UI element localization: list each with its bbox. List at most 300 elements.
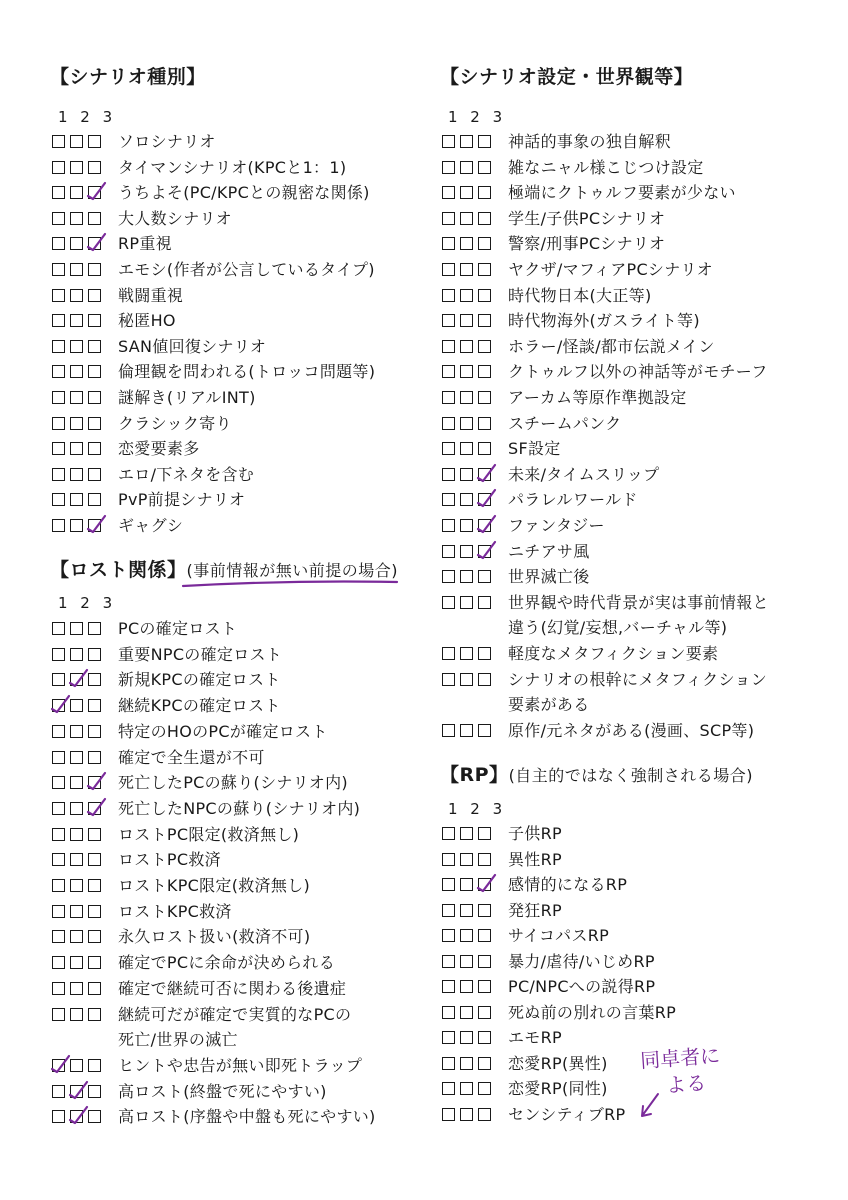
checkbox-3[interactable] bbox=[478, 724, 491, 737]
checkbox-3[interactable] bbox=[88, 725, 101, 738]
checkbox-1[interactable] bbox=[442, 314, 455, 327]
checkbox-2[interactable] bbox=[460, 314, 473, 327]
section-title bbox=[50, 62, 206, 89]
checkbox-3[interactable] bbox=[88, 648, 101, 661]
checklist-row bbox=[440, 924, 830, 950]
checkbox-2[interactable] bbox=[70, 699, 83, 712]
checkbox-group bbox=[442, 827, 496, 843]
checkbox-2[interactable] bbox=[70, 391, 83, 404]
checkbox-group bbox=[52, 622, 106, 638]
checkbox-2[interactable] bbox=[460, 724, 473, 737]
section-title bbox=[440, 62, 693, 89]
checkbox-group bbox=[52, 1008, 106, 1024]
checkbox-1[interactable] bbox=[52, 673, 65, 686]
checkbox-3[interactable] bbox=[478, 596, 491, 609]
checkbox-group bbox=[52, 776, 106, 792]
checkbox-3[interactable] bbox=[478, 673, 491, 686]
checkbox-3[interactable] bbox=[88, 468, 101, 481]
checkbox-group bbox=[442, 212, 496, 228]
checkbox-3[interactable] bbox=[88, 1059, 101, 1072]
checkbox-3[interactable] bbox=[88, 263, 101, 276]
checkbox-1[interactable] bbox=[52, 237, 65, 250]
checkbox-1[interactable] bbox=[52, 493, 65, 506]
handwritten-underline bbox=[181, 576, 401, 590]
checklist-item-label: 未来/タイムスリップ bbox=[508, 464, 660, 484]
checkbox-group bbox=[52, 493, 106, 509]
checkbox-1[interactable] bbox=[442, 237, 455, 250]
checkbox-3[interactable] bbox=[88, 442, 101, 455]
checkbox-1[interactable] bbox=[442, 878, 455, 891]
checkbox-1[interactable] bbox=[52, 751, 65, 764]
check-mark-icon bbox=[475, 487, 497, 509]
checkbox-2[interactable] bbox=[70, 905, 83, 918]
checklist-row bbox=[50, 309, 440, 335]
checkbox-3[interactable] bbox=[88, 751, 101, 764]
checklist-row bbox=[50, 977, 440, 1003]
checkbox-3[interactable] bbox=[478, 1031, 491, 1044]
checkbox-group bbox=[52, 468, 106, 484]
checkbox-1[interactable] bbox=[52, 879, 65, 892]
checkbox-3[interactable] bbox=[478, 929, 491, 942]
checklist-item-label: エロ/下ネタを含む bbox=[118, 464, 255, 484]
checkbox-1[interactable] bbox=[442, 365, 455, 378]
checkbox-3[interactable] bbox=[478, 904, 491, 917]
checkbox-1[interactable] bbox=[52, 622, 65, 635]
checkbox-1[interactable] bbox=[52, 853, 65, 866]
checkbox-2[interactable] bbox=[460, 237, 473, 250]
checkbox-2[interactable] bbox=[70, 340, 83, 353]
checklist-item-label: 永久ロスト扱い(救済不可) bbox=[118, 927, 311, 947]
checkbox-group bbox=[52, 519, 106, 535]
checkbox-1[interactable] bbox=[52, 1008, 65, 1021]
checklist-row bbox=[440, 899, 830, 925]
checkbox-3[interactable] bbox=[88, 853, 101, 866]
checkbox-group bbox=[442, 135, 496, 151]
check-mark-icon bbox=[85, 231, 107, 253]
checkbox-2[interactable] bbox=[460, 596, 473, 609]
checkbox-3[interactable] bbox=[478, 827, 491, 840]
checkbox-1[interactable] bbox=[52, 828, 65, 841]
checkbox-2[interactable] bbox=[70, 289, 83, 302]
checkbox-2[interactable] bbox=[460, 519, 473, 532]
checkbox-3[interactable] bbox=[88, 879, 101, 892]
checkbox-group bbox=[52, 673, 106, 689]
checkbox-2[interactable] bbox=[70, 365, 83, 378]
checkbox-1[interactable] bbox=[442, 955, 455, 968]
checkbox-1[interactable] bbox=[52, 648, 65, 661]
checkbox-3[interactable] bbox=[88, 622, 101, 635]
checkbox-2[interactable] bbox=[460, 980, 473, 993]
checkbox-3[interactable] bbox=[478, 391, 491, 404]
check-mark-icon bbox=[49, 693, 71, 715]
checkbox-3[interactable] bbox=[478, 570, 491, 583]
checkbox-1[interactable] bbox=[442, 647, 455, 660]
checkbox-2[interactable] bbox=[70, 263, 83, 276]
checkbox-1[interactable] bbox=[52, 365, 65, 378]
checkbox-3[interactable] bbox=[88, 493, 101, 506]
checkbox-3[interactable] bbox=[478, 980, 491, 993]
checkbox-1[interactable] bbox=[442, 186, 455, 199]
checkbox-1[interactable] bbox=[442, 468, 455, 481]
check-mark-icon bbox=[475, 872, 497, 894]
checkbox-3[interactable] bbox=[88, 289, 101, 302]
checkbox-3[interactable] bbox=[88, 982, 101, 995]
checklist-item-label: 特定のHOのPCが確定ロスト bbox=[118, 721, 328, 741]
checklist-item-label: スチームパンク bbox=[508, 413, 622, 433]
checklist-row bbox=[440, 488, 830, 514]
checklist-row bbox=[50, 797, 440, 823]
checklist-row bbox=[50, 694, 440, 720]
checkbox-2[interactable] bbox=[70, 879, 83, 892]
checkbox-2[interactable] bbox=[70, 956, 83, 969]
checkbox-3[interactable] bbox=[88, 391, 101, 404]
checkbox-1[interactable] bbox=[442, 904, 455, 917]
checkbox-3[interactable] bbox=[88, 699, 101, 712]
checklist-item-label-continued: 死亡/世界の滅亡 bbox=[118, 1030, 238, 1050]
checkbox-1[interactable] bbox=[442, 853, 455, 866]
checkbox-3[interactable] bbox=[88, 956, 101, 969]
checkbox-2[interactable] bbox=[70, 982, 83, 995]
checklist-row bbox=[50, 1105, 440, 1131]
checkbox-3[interactable] bbox=[478, 161, 491, 174]
checkbox-3[interactable] bbox=[478, 314, 491, 327]
checklist-row bbox=[440, 822, 830, 848]
checklist-item-label: 死亡したNPCの蘇り(シナリオ内) bbox=[118, 798, 361, 818]
checkbox-2[interactable] bbox=[460, 570, 473, 583]
checkbox-1[interactable] bbox=[442, 212, 455, 225]
checkbox-1[interactable] bbox=[442, 980, 455, 993]
checkbox-group bbox=[442, 1108, 496, 1124]
checkbox-column-numbers: 1 2 3 bbox=[58, 108, 117, 126]
checkbox-3[interactable] bbox=[478, 417, 491, 430]
checkbox-3[interactable] bbox=[88, 365, 101, 378]
check-mark-icon bbox=[475, 513, 497, 535]
checkbox-2[interactable] bbox=[460, 827, 473, 840]
checkbox-3[interactable] bbox=[478, 1082, 491, 1095]
checkbox-1[interactable] bbox=[52, 802, 65, 815]
checkbox-group bbox=[442, 289, 496, 305]
checkbox-2[interactable] bbox=[70, 853, 83, 866]
checkbox-2[interactable] bbox=[70, 828, 83, 841]
checkbox-3[interactable] bbox=[478, 1057, 491, 1070]
checklist-item-label: 継続KPCの確定ロスト bbox=[118, 696, 281, 716]
checkbox-3[interactable] bbox=[88, 161, 101, 174]
checklist-item-label: アーカム等原作準拠設定 bbox=[508, 388, 687, 407]
checkbox-group bbox=[52, 956, 106, 972]
checkbox-group bbox=[52, 289, 106, 305]
checkbox-3[interactable] bbox=[478, 1108, 491, 1121]
checkbox-group bbox=[52, 135, 106, 151]
checkbox-2[interactable] bbox=[70, 622, 83, 635]
checkbox-1[interactable] bbox=[442, 340, 455, 353]
checklist-item-label: RP重視 bbox=[118, 234, 172, 254]
checkbox-group bbox=[52, 365, 106, 381]
checkbox-3[interactable] bbox=[478, 263, 491, 276]
checklist-row bbox=[50, 514, 440, 540]
checkbox-2[interactable] bbox=[460, 468, 473, 481]
checkbox-2[interactable] bbox=[460, 442, 473, 455]
checklist-row bbox=[440, 565, 830, 591]
checkbox-3[interactable] bbox=[478, 1006, 491, 1019]
checkbox-1[interactable] bbox=[52, 956, 65, 969]
checkbox-2[interactable] bbox=[70, 776, 83, 789]
checkbox-2[interactable] bbox=[460, 493, 473, 506]
checkbox-1[interactable] bbox=[52, 417, 65, 430]
checkbox-1[interactable] bbox=[442, 417, 455, 430]
checkbox-2[interactable] bbox=[70, 237, 83, 250]
checkbox-3[interactable] bbox=[478, 237, 491, 250]
checklist-item-label: 高ロスト(序盤や中盤も死にやすい) bbox=[118, 1107, 376, 1127]
checkbox-1[interactable] bbox=[442, 161, 455, 174]
checklist-item-label: PvP前提シナリオ bbox=[118, 490, 246, 510]
checkbox-2[interactable] bbox=[460, 904, 473, 917]
section-title-text: 【シナリオ種別】 bbox=[50, 66, 206, 88]
checkbox-column-numbers: 1 2 3 bbox=[448, 108, 507, 126]
checkbox-group bbox=[442, 161, 496, 177]
checklist-row bbox=[50, 617, 440, 643]
checkbox-2[interactable] bbox=[70, 135, 83, 148]
checkbox-1[interactable] bbox=[52, 776, 65, 789]
checkbox-group bbox=[52, 161, 106, 177]
checklist-item-label: 新規KPCの確定ロスト bbox=[118, 670, 281, 690]
checklist-row bbox=[50, 643, 440, 669]
checkbox-2[interactable] bbox=[70, 751, 83, 764]
checkbox-group bbox=[52, 905, 106, 921]
checkbox-1[interactable] bbox=[442, 596, 455, 609]
checkbox-2[interactable] bbox=[70, 468, 83, 481]
checkbox-1[interactable] bbox=[442, 289, 455, 302]
checkbox-1[interactable] bbox=[52, 340, 65, 353]
checkbox-2[interactable] bbox=[460, 545, 473, 558]
check-mark-icon bbox=[475, 462, 497, 484]
checkbox-1[interactable] bbox=[52, 314, 65, 327]
handwritten-note-line1: 同卓者に bbox=[639, 1043, 721, 1073]
checkbox-1[interactable] bbox=[442, 493, 455, 506]
checkbox-3[interactable] bbox=[478, 853, 491, 866]
checkbox-2[interactable] bbox=[70, 314, 83, 327]
checklist-row bbox=[440, 540, 830, 566]
checkbox-group bbox=[442, 853, 496, 869]
checkbox-3[interactable] bbox=[478, 647, 491, 660]
checkbox-1[interactable] bbox=[442, 724, 455, 737]
checkbox-2[interactable] bbox=[70, 648, 83, 661]
checkbox-2[interactable] bbox=[460, 929, 473, 942]
checkbox-group bbox=[52, 417, 106, 433]
checkbox-3[interactable] bbox=[88, 340, 101, 353]
checkbox-group bbox=[442, 391, 496, 407]
checkbox-1[interactable] bbox=[442, 827, 455, 840]
checklist-item-label: PCの確定ロスト bbox=[118, 619, 238, 638]
checkbox-3[interactable] bbox=[88, 212, 101, 225]
checkbox-group bbox=[442, 186, 496, 202]
checkbox-2[interactable] bbox=[460, 417, 473, 430]
checklist-item-label: エモシ(作者が公言しているタイプ) bbox=[118, 260, 375, 279]
checkbox-3[interactable] bbox=[88, 417, 101, 430]
checkbox-3[interactable] bbox=[88, 314, 101, 327]
checkbox-1[interactable] bbox=[52, 905, 65, 918]
checklist-row bbox=[440, 642, 830, 668]
checklist-row bbox=[440, 156, 830, 182]
checkbox-2[interactable] bbox=[460, 263, 473, 276]
checkbox-1[interactable] bbox=[442, 929, 455, 942]
checkbox-column-numbers: 1 2 3 bbox=[448, 800, 507, 818]
checkbox-3[interactable] bbox=[88, 135, 101, 148]
checkbox-1[interactable] bbox=[442, 1006, 455, 1019]
checkbox-2[interactable] bbox=[70, 161, 83, 174]
checkbox-2[interactable] bbox=[70, 186, 83, 199]
checkbox-1[interactable] bbox=[442, 1057, 455, 1070]
checkbox-2[interactable] bbox=[460, 212, 473, 225]
checkbox-3[interactable] bbox=[478, 135, 491, 148]
checklist-item-label: ロストPC救済 bbox=[118, 850, 221, 870]
checklist-row bbox=[440, 412, 830, 438]
checklist-row bbox=[440, 463, 830, 489]
checkbox-1[interactable] bbox=[442, 263, 455, 276]
checklist-item-label: 秘匿HO bbox=[118, 311, 176, 331]
checklist-row bbox=[440, 309, 830, 335]
checklist-row bbox=[50, 130, 440, 156]
checkbox-1[interactable] bbox=[52, 1085, 65, 1098]
checkbox-1[interactable] bbox=[442, 1108, 455, 1121]
checkbox-1[interactable] bbox=[52, 468, 65, 481]
checklist-row bbox=[440, 360, 830, 386]
checkbox-1[interactable] bbox=[52, 982, 65, 995]
checkbox-1[interactable] bbox=[442, 135, 455, 148]
checkbox-3[interactable] bbox=[88, 1008, 101, 1021]
checkbox-1[interactable] bbox=[442, 1031, 455, 1044]
checkbox-2[interactable] bbox=[460, 289, 473, 302]
checkbox-group bbox=[52, 391, 106, 407]
checklist-item-label: 感情的になるRP bbox=[508, 875, 628, 894]
checklist-item-label: 時代物海外(ガスライト等) bbox=[508, 311, 700, 331]
checkbox-2[interactable] bbox=[70, 519, 83, 532]
checkbox-2[interactable] bbox=[70, 493, 83, 506]
checkbox-1[interactable] bbox=[52, 391, 65, 404]
checkbox-1[interactable] bbox=[52, 161, 65, 174]
checklist-row bbox=[50, 156, 440, 182]
checklist-item-label-continued: 要素がある bbox=[508, 695, 590, 715]
checkbox-2[interactable] bbox=[70, 212, 83, 225]
checkbox-2[interactable] bbox=[460, 391, 473, 404]
checklist-item-label: 子供RP bbox=[508, 824, 562, 843]
checkbox-2[interactable] bbox=[460, 853, 473, 866]
checkbox-3[interactable] bbox=[478, 289, 491, 302]
checkbox-3[interactable] bbox=[478, 212, 491, 225]
checkbox-2[interactable] bbox=[460, 673, 473, 686]
checkbox-1[interactable] bbox=[52, 186, 65, 199]
checkbox-1[interactable] bbox=[442, 519, 455, 532]
checklist-item-label: 恋愛RP(異性) bbox=[508, 1053, 608, 1073]
checkbox-2[interactable] bbox=[70, 930, 83, 943]
checkbox-2[interactable] bbox=[460, 365, 473, 378]
checkbox-group bbox=[442, 365, 496, 381]
checkbox-2[interactable] bbox=[70, 1059, 83, 1072]
checkbox-3[interactable] bbox=[478, 365, 491, 378]
checkbox-1[interactable] bbox=[52, 212, 65, 225]
checkbox-2[interactable] bbox=[70, 802, 83, 815]
checklist-item-label: 恋愛RP(同性) bbox=[508, 1079, 608, 1098]
checkbox-1[interactable] bbox=[442, 442, 455, 455]
checkbox-group bbox=[52, 930, 106, 946]
checkbox-1[interactable] bbox=[442, 673, 455, 686]
checkbox-group bbox=[442, 545, 496, 561]
checkbox-2[interactable] bbox=[460, 186, 473, 199]
checkbox-3[interactable] bbox=[478, 340, 491, 353]
checkbox-3[interactable] bbox=[88, 905, 101, 918]
checkbox-1[interactable] bbox=[52, 263, 65, 276]
checklist-row bbox=[50, 335, 440, 361]
checklist-row bbox=[440, 975, 830, 1001]
checklist-item-label: 謎解き(リアルINT) bbox=[118, 388, 256, 407]
checkbox-1[interactable] bbox=[52, 930, 65, 943]
checkbox-1[interactable] bbox=[52, 519, 65, 532]
checkbox-1[interactable] bbox=[52, 135, 65, 148]
checkbox-2[interactable] bbox=[460, 340, 473, 353]
checklist-item-label: 軽度なメタフィクション要素 bbox=[508, 644, 719, 663]
checkbox-2[interactable] bbox=[460, 1082, 473, 1095]
checkbox-3[interactable] bbox=[478, 186, 491, 199]
checkbox-2[interactable] bbox=[460, 1057, 473, 1070]
checkbox-1[interactable] bbox=[442, 1082, 455, 1095]
checkbox-2[interactable] bbox=[460, 1108, 473, 1121]
checklist-item-label: ギャグシ bbox=[118, 516, 184, 535]
checklist-row bbox=[440, 232, 830, 258]
checkbox-1[interactable] bbox=[52, 725, 65, 738]
checklist-item-label: クトゥルフ以外の神話等がモチーフ bbox=[508, 362, 768, 382]
checkbox-3[interactable] bbox=[478, 955, 491, 968]
check-mark-icon bbox=[85, 770, 107, 792]
checkbox-3[interactable] bbox=[88, 930, 101, 943]
checklist-item-label: 警察/刑事PCシナリオ bbox=[508, 234, 666, 254]
checkbox-group bbox=[442, 237, 496, 253]
checkbox-1[interactable] bbox=[52, 442, 65, 455]
checkbox-1[interactable] bbox=[52, 289, 65, 302]
checkbox-2[interactable] bbox=[460, 1031, 473, 1044]
checkbox-1[interactable] bbox=[52, 1110, 65, 1123]
checkbox-2[interactable] bbox=[70, 725, 83, 738]
arrow-icon bbox=[634, 1088, 674, 1128]
checkbox-2[interactable] bbox=[70, 1008, 83, 1021]
checkbox-1[interactable] bbox=[442, 545, 455, 558]
checkbox-2[interactable] bbox=[70, 442, 83, 455]
checkbox-2[interactable] bbox=[460, 135, 473, 148]
checkbox-group bbox=[52, 853, 106, 869]
checkbox-group bbox=[52, 828, 106, 844]
checklist-row bbox=[50, 360, 440, 386]
checkbox-3[interactable] bbox=[88, 673, 101, 686]
checkbox-3[interactable] bbox=[88, 1110, 101, 1123]
checkbox-2[interactable] bbox=[460, 647, 473, 660]
section-title-text: 【RP】 bbox=[440, 764, 509, 786]
checklist-item-label: 大人数シナリオ bbox=[118, 208, 232, 228]
checkbox-group bbox=[442, 955, 496, 971]
checkbox-1[interactable] bbox=[442, 391, 455, 404]
checklist-row bbox=[440, 284, 830, 310]
checkbox-3[interactable] bbox=[88, 1085, 101, 1098]
checkbox-1[interactable] bbox=[442, 570, 455, 583]
checkbox-group bbox=[52, 879, 106, 895]
checkbox-2[interactable] bbox=[460, 878, 473, 891]
checkbox-2[interactable] bbox=[460, 161, 473, 174]
checklist-row bbox=[440, 258, 830, 284]
checkbox-2[interactable] bbox=[460, 1006, 473, 1019]
checkbox-2[interactable] bbox=[460, 955, 473, 968]
checklist-row bbox=[440, 873, 830, 899]
checkbox-3[interactable] bbox=[478, 442, 491, 455]
checkbox-3[interactable] bbox=[88, 828, 101, 841]
check-mark-icon bbox=[85, 180, 107, 202]
checkbox-2[interactable] bbox=[70, 417, 83, 430]
